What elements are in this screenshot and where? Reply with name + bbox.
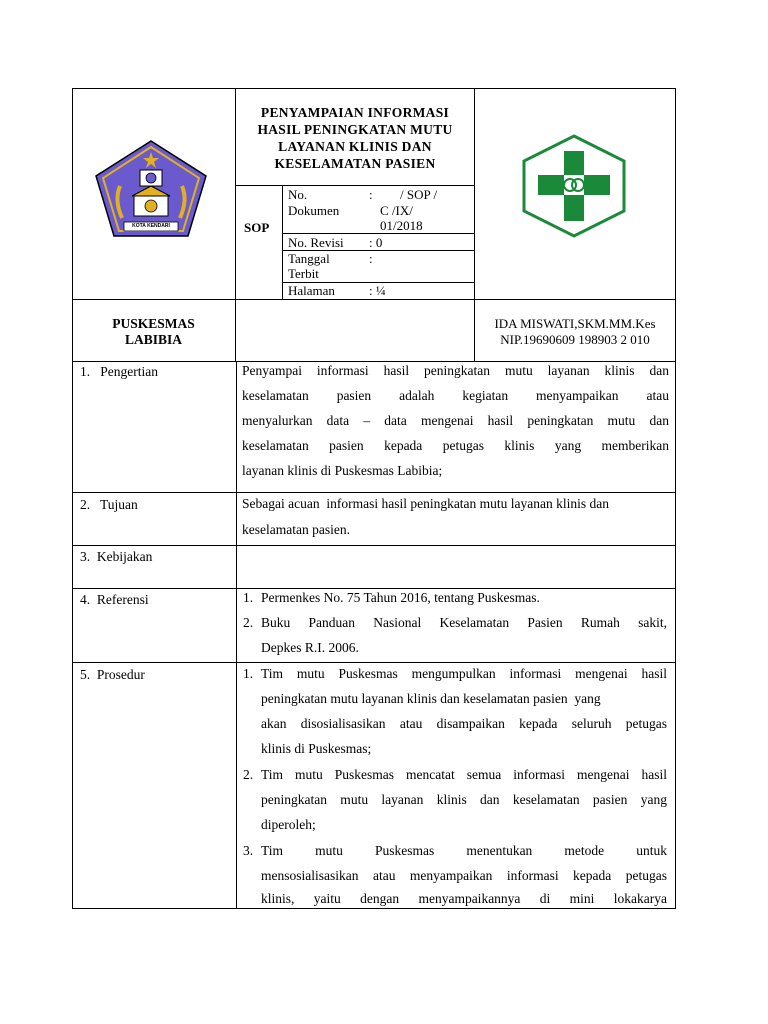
- body-column-divider: [236, 361, 237, 909]
- title-divider: [235, 185, 474, 186]
- sop-label: SOP: [244, 220, 270, 235]
- section-label-referensi: 4. Referensi: [80, 592, 149, 607]
- prosedur-item: Tim mutu Puskesmas menentukan metode untuk: [261, 843, 667, 858]
- prosedur-item: diperoleh;: [261, 817, 316, 832]
- referensi-item: Permenkes No. 75 Tahun 2016, tentang Puskesmas.: [261, 590, 540, 605]
- puskesmas-cross-logo: [518, 133, 630, 239]
- section-divider-2: [72, 545, 676, 546]
- kota-kendari-logo: [92, 138, 210, 240]
- document-title: [236, 104, 474, 172]
- referensi-item: Depkes R.I. 2006.: [261, 640, 359, 655]
- pengertian-line: Penyampai informasi hasil peningkatan mutu layanan klinis dan: [242, 363, 669, 378]
- pengertian-line: menyalurkan data – data mengenai hasil peningkatan mutu dan: [242, 413, 669, 428]
- pengertian-line: keselamatan pasien kepada petugas klinis yang memberikan: [242, 438, 669, 453]
- section-label-pengertian: 1. Pengertian: [80, 364, 158, 379]
- referensi-number: 1.: [243, 590, 254, 605]
- puskesmas-name: PUSKESMAS: [112, 316, 195, 331]
- header-bottom-line: [72, 299, 676, 300]
- tanggal-terbit-label: Terbit: [288, 266, 319, 281]
- section-label-kebijakan: 3. Kebijakan: [80, 549, 153, 564]
- pengertian-line: layanan klinis di Puskesmas Labibia;: [242, 463, 443, 478]
- prosedur-item: Tim mutu Puskesmas mencatat semua informasi mengenai hasil: [261, 767, 667, 782]
- no-dokumen-value: C /IX/: [380, 203, 413, 218]
- puskesmas-divider-left: [235, 299, 236, 361]
- no-revisi-label: No. Revisi: [288, 235, 344, 250]
- title-line: LAYANAN KLINIS DAN: [278, 139, 432, 154]
- no-dokumen-colon: :: [369, 187, 373, 202]
- prosedur-number: 3.: [243, 843, 254, 858]
- prosedur-item: peningkatan mutu layanan klinis dan keselamatan pasien yang: [261, 792, 667, 807]
- pengertian-line: keselamatan pasien adalah kegiatan menyampaikan atau: [242, 388, 669, 403]
- prosedur-number: 2.: [243, 767, 254, 782]
- prosedur-item: klinis di Puskesmas;: [261, 741, 372, 756]
- halaman-value: : ¼: [369, 283, 386, 298]
- prosedur-item: akan disosialisasikan atau disampaikan kepada seluruh petugas: [261, 716, 667, 731]
- referensi-number: 2.: [243, 615, 254, 630]
- no-dokumen-value: 01/2018: [380, 218, 423, 233]
- tujuan-line: keselamatan pasien.: [242, 522, 350, 537]
- tanggal-terbit-label: Tanggal: [288, 251, 330, 266]
- meta-divider-1: [282, 233, 474, 234]
- section-label-prosedur: 5. Prosedur: [80, 667, 145, 682]
- prosedur-item: Tim mutu Puskesmas mengumpulkan informasi mengenai hasil: [261, 666, 667, 681]
- puskesmas-name: LABIBIA: [124, 332, 183, 347]
- title-line: HASIL PENINGKATAN MUTU: [257, 122, 453, 137]
- tanggal-terbit-colon: :: [369, 251, 373, 266]
- signer-name: IDA MISWATI,SKM.MM.Kes: [494, 316, 656, 331]
- prosedur-number: 1.: [243, 666, 254, 681]
- no-dokumen-label: Dokumen: [288, 203, 340, 218]
- no-revisi-value: : 0: [369, 235, 383, 250]
- section-label-tujuan: 2. Tujuan: [80, 497, 138, 512]
- prosedur-item: peningkatan mutu layanan klinis dan keselamatan pasien yang: [261, 691, 601, 706]
- logo-caption: KOTA KENDARI: [132, 223, 170, 229]
- no-dokumen-label: No.: [288, 187, 308, 202]
- signer-nip: NIP.19690609 198903 2 010: [500, 332, 650, 347]
- prosedur-item: klinis, yaitu dengan menyampaikannya di mini lokakarya: [261, 891, 667, 906]
- header-divider-right: [474, 88, 475, 300]
- referensi-item: Buku Panduan Nasional Keselamatan Pasien Rumah sakit,: [261, 615, 667, 630]
- no-dokumen-value: / SOP /: [400, 187, 438, 202]
- tujuan-line: Sebagai acuan informasi hasil peningkatan mutu layanan klinis dan: [242, 496, 610, 511]
- halaman-label: Halaman: [288, 283, 335, 298]
- title-line: KESELAMATAN PASIEN: [274, 156, 436, 171]
- prosedur-item: mensosialisasikan atau menyampaikan informasi kepada petugas: [261, 868, 667, 883]
- title-line: PENYAMPAIAN INFORMASI: [260, 105, 450, 120]
